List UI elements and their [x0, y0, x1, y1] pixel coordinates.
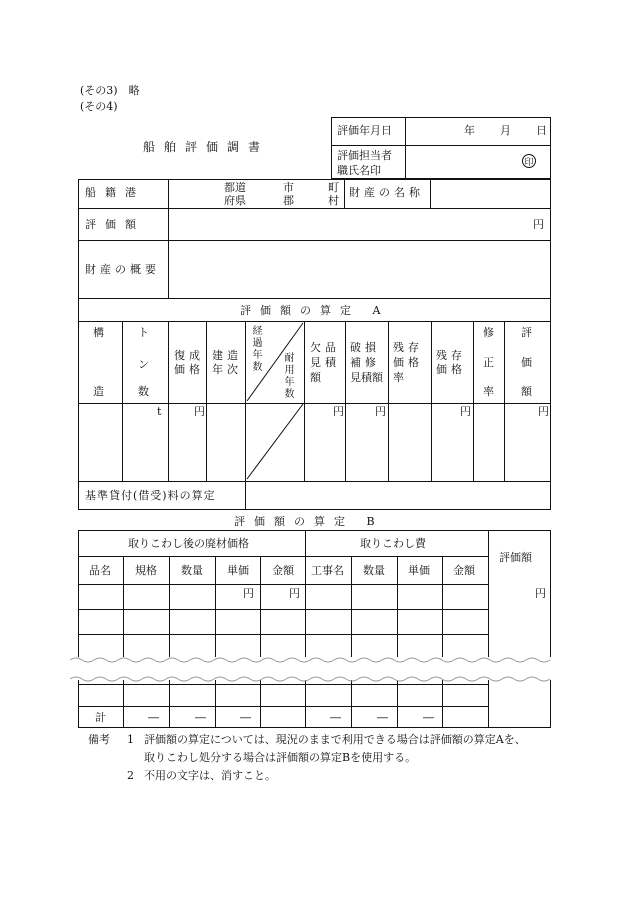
col-kekkin-2: 見積	[310, 356, 340, 369]
officer-label-2: 職氏名印	[337, 164, 381, 177]
col-b-suryo-1: 数量	[181, 564, 203, 577]
section-b-title: 評価額の算定 B	[234, 515, 384, 528]
col-b-suryo-2: 数量	[363, 564, 385, 577]
col-b-kingaku-1: 金額	[272, 564, 294, 577]
col-kou: 構	[93, 326, 104, 339]
total-label: 計	[95, 711, 106, 724]
unit-ton: t	[157, 405, 162, 418]
dash-kojimei: ―	[330, 711, 341, 724]
col-b-kingaku-2: 金額	[453, 564, 475, 577]
col-b-hinmei: 品名	[89, 564, 111, 577]
rent-label: 基準貸付(借受)料の算定	[85, 489, 216, 502]
dash-suryo-1: ―	[195, 711, 206, 724]
port-fuken: 府県	[224, 194, 246, 207]
col-zanzon-3: 率	[393, 371, 404, 384]
notes-label: 備考	[88, 733, 110, 746]
port-shi: 市	[283, 181, 294, 194]
col-shusei-1: 修	[483, 326, 494, 339]
col-hason-1: 破損	[350, 341, 380, 354]
col-fukugen-2: 価格	[174, 363, 204, 376]
section-b-box	[78, 530, 551, 728]
dash-kikaku: ―	[148, 711, 159, 724]
col-hyoka-3: 額	[521, 385, 532, 398]
col-hason-2: 補修	[350, 356, 380, 369]
col-b-valuation: 評価額	[499, 551, 532, 564]
dash-suryo-2: ―	[377, 711, 388, 724]
note-2-text: 不用の文字は、消すこと。	[144, 769, 276, 782]
eval-date-month: 月	[500, 124, 511, 137]
unit-yen-zanka: 円	[460, 405, 471, 418]
col-b-tanka-2: 単価	[408, 564, 430, 577]
dash-tanka-2: ―	[423, 711, 434, 724]
document-title: 船舶評価調書	[143, 140, 270, 154]
port-label: 船籍港	[85, 186, 145, 199]
heading-part3: (その3) 略	[80, 84, 140, 97]
col-hyoka-2: 価	[521, 356, 532, 369]
eval-date-year: 年	[464, 124, 475, 137]
col-shusei-3: 率	[483, 385, 494, 398]
note-1-line-2: 取りこわし処分する場合は評価額の算定Bを使用する。	[144, 751, 417, 764]
port-cho: 町	[328, 181, 339, 194]
col-zanka-1: 残存	[436, 349, 466, 362]
note-1-line-1: 評価額の算定については、現況のままで利用できる場合は評価額の算定Aを、	[144, 733, 526, 746]
port-son: 村	[328, 194, 339, 207]
col-hyoka-1: 評	[521, 326, 532, 339]
unit-yen-hyoka: 円	[538, 405, 549, 418]
col-shusei-2: 正	[483, 356, 494, 369]
col-zou: 造	[93, 385, 104, 398]
dash-tanka-1: ―	[240, 711, 251, 724]
col-ton-1: ト	[138, 326, 149, 339]
unit-yen-kekkin: 円	[333, 405, 344, 418]
col-b-kojimei: 工事名	[311, 564, 344, 577]
property-name-label: 財産の名称	[349, 186, 424, 199]
col-kenzo-2: 年次	[212, 363, 242, 376]
valuation-label: 評価額	[85, 218, 145, 231]
section-a-title: 評価額の算定 A	[240, 304, 390, 317]
heading-part4: (その4)	[80, 100, 118, 113]
col-fukugen-1: 復成	[174, 349, 204, 362]
note-2-number: 2	[127, 769, 134, 782]
col-b-tanka-1: 単価	[227, 564, 249, 577]
note-1-number: 1	[127, 733, 134, 746]
valuation-unit: 円	[533, 218, 544, 231]
officer-label-1: 評価担当者	[337, 149, 392, 162]
unit-yen-hason: 円	[375, 405, 386, 418]
col-kenzo-1: 建造	[212, 349, 242, 362]
port-gun: 郡	[283, 194, 294, 207]
col-hason-3: 見積額	[350, 371, 383, 384]
eval-date-label: 評価年月日	[337, 124, 392, 137]
unit-yen-fukugen: 円	[194, 405, 205, 418]
port-todo: 都道	[224, 181, 246, 194]
col-b-kikaku: 規格	[135, 564, 157, 577]
omission-wave	[70, 652, 555, 686]
unit-b-yen-kingaku: 円	[289, 587, 300, 600]
col-zanzon-1: 残存	[393, 341, 423, 354]
group-torikowashi: 取りこわし費	[360, 537, 426, 550]
unit-b-yen-tanka: 円	[243, 587, 254, 600]
eval-date-day: 日	[536, 124, 547, 137]
col-zanka-2: 価格	[436, 363, 466, 376]
col-ton-3: 数	[138, 385, 149, 398]
col-keika: 経過年数	[250, 325, 261, 373]
col-ton-2: ン	[138, 358, 149, 371]
col-kekkin-1: 欠品	[310, 341, 340, 354]
unit-b-yen-valuation: 円	[535, 587, 546, 600]
group-haizai: 取りこわし後の廃材価格	[128, 537, 249, 550]
col-zanzon-2: 価格	[393, 356, 423, 369]
outline-label: 財産の概要	[85, 263, 160, 276]
col-taiyo: 耐用年数	[282, 352, 293, 400]
col-kekkin-3: 額	[310, 371, 321, 384]
seal-icon: 印	[522, 154, 536, 168]
